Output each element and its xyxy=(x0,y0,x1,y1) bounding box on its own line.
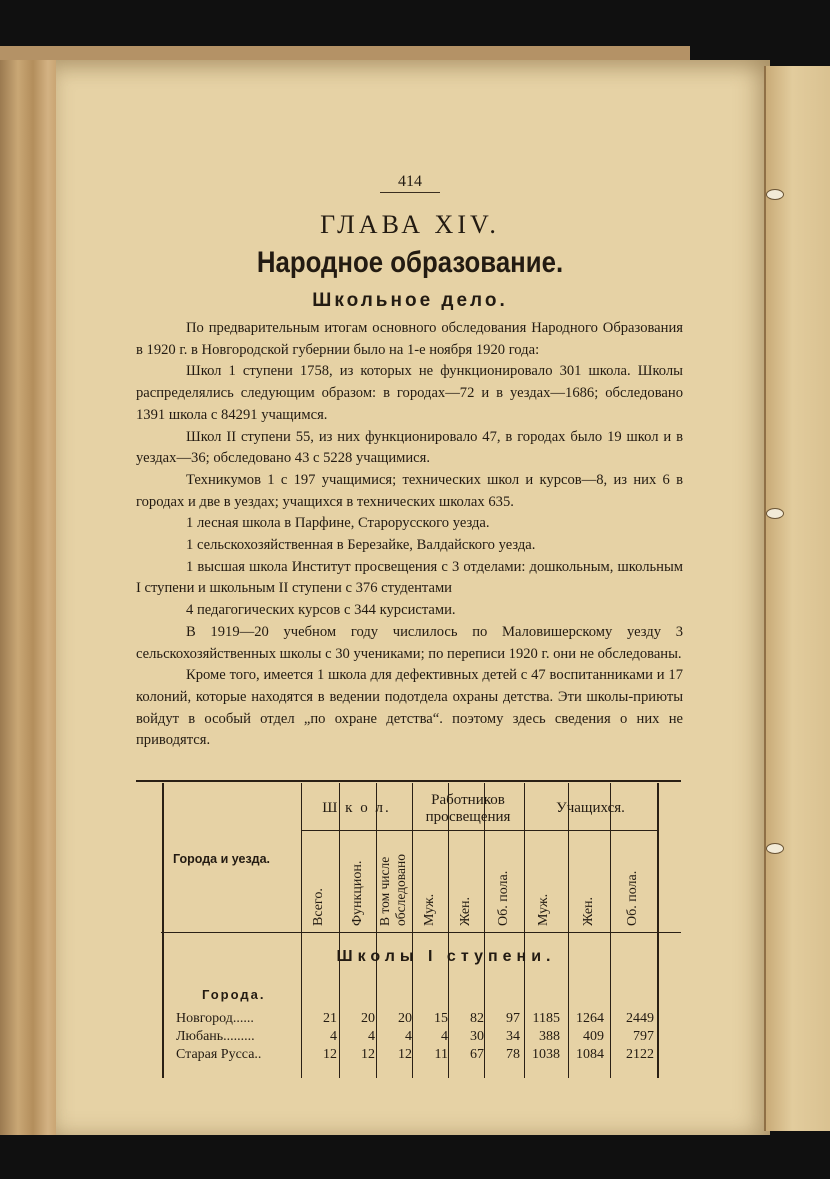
row-label: Старая Русса.. xyxy=(176,1047,262,1062)
table-cell: 12 xyxy=(323,1047,337,1062)
column-header: Муж. xyxy=(536,893,551,926)
paragraph: 1 высшая школа Институт просвещения с 3 отделами: дошкольным, школьным I ступени и школьным II ступени с 376 студентами xyxy=(136,558,683,597)
column-header: Всего. xyxy=(311,888,326,926)
column-header: Муж. xyxy=(422,893,437,926)
table-cell: 20 xyxy=(361,1011,375,1026)
facing-page-edge xyxy=(764,66,830,1131)
page-number: 414 xyxy=(380,173,440,193)
paragraph: Школ 1 ступени 1758, из которых не функционировало 301 школа. Школы распределялись следующим образом: в городах—72 и в уездах—1686; обследовано 1391 школа с 84291 учащимся. xyxy=(136,363,683,423)
statistics-table xyxy=(136,780,683,1080)
stub-header: Города и уезда. xyxy=(173,852,271,866)
row-label: Новгород...... xyxy=(176,1011,254,1026)
binding-hole xyxy=(766,843,784,854)
body-text xyxy=(136,318,683,752)
column-divider xyxy=(412,783,413,1078)
table-cell: 11 xyxy=(434,1047,448,1062)
table-cell: 21 xyxy=(323,1011,337,1026)
table-cell: 4 xyxy=(441,1029,448,1044)
binding-hole xyxy=(766,189,784,200)
header-divider xyxy=(301,830,657,831)
table-cell: 30 xyxy=(470,1029,484,1044)
column-divider xyxy=(484,783,485,1078)
table-cell: 20 xyxy=(398,1011,412,1026)
table-cell: 1185 xyxy=(532,1011,560,1026)
column-divider xyxy=(448,783,449,1078)
page-title: Народное образование. xyxy=(256,246,564,279)
table-cell: 4 xyxy=(368,1029,375,1044)
chapter-heading: ГЛАВА XIV. xyxy=(320,210,500,239)
table-cell: 2449 xyxy=(626,1011,654,1026)
table-cell: 15 xyxy=(434,1011,448,1026)
book-page-edges xyxy=(0,60,61,1135)
table-cell: 12 xyxy=(361,1047,375,1062)
column-header: В том числе обследовано xyxy=(377,854,408,926)
section-title: Школьное дело. xyxy=(312,290,508,311)
table-cell: 12 xyxy=(398,1047,412,1062)
table-cell: 797 xyxy=(633,1029,654,1044)
paragraph: Кроме того, имеется 1 школа для дефективных детей с 47 воспитанниками и 17 колоний, которые находятся в ведении подотдела охраны детства. Эти школы-приюты войдут в особый отдел „по охране детства“. поэтому здесь сведения о них не приводятся. xyxy=(136,667,683,749)
table-border xyxy=(162,783,164,1078)
workers-group-header: Работников просвещения xyxy=(425,792,511,825)
table-cell: 1084 xyxy=(576,1047,604,1062)
table-cell: 409 xyxy=(583,1029,604,1044)
table-cell: 2122 xyxy=(626,1047,654,1062)
table-cell: 1264 xyxy=(576,1011,604,1026)
table-top-rule xyxy=(136,780,681,782)
paragraph: 4 педагогических курсов с 344 курсистами. xyxy=(186,602,456,619)
schools-group-header: Ш к о л. xyxy=(322,800,391,816)
column-divider xyxy=(339,783,340,1078)
group-label: Города. xyxy=(202,987,266,1002)
column-header: Жен. xyxy=(458,896,473,926)
paragraph: 1 сельскохозяйственная в Березайке, Валдайского уезда. xyxy=(186,537,536,554)
table-cell: 97 xyxy=(506,1011,520,1026)
table-cell: 67 xyxy=(470,1047,484,1062)
students-group-header: Учащихся. xyxy=(556,800,625,816)
table-cell: 82 xyxy=(470,1011,484,1026)
table-cell: 78 xyxy=(506,1047,520,1062)
header-bottom-rule xyxy=(161,932,681,933)
table-cell: 34 xyxy=(506,1029,520,1044)
paragraph: Школ II ступени 55, из них функционировало 47, в городах было 19 школ и в уездах—36; обследовано 43 с 5228 учащимися. xyxy=(136,428,683,467)
paragraph: В 1919—20 учебном году числилось по Маловишерскому уезду 3 сельскохозяйственных школы с 30 учениками; по переписи 1920 г. они не обследованы. xyxy=(136,623,683,662)
table-cell: 4 xyxy=(330,1029,337,1044)
table-cell: 4 xyxy=(405,1029,412,1044)
table-cell: 388 xyxy=(539,1029,560,1044)
column-header: Об. пола. xyxy=(496,870,511,926)
table-section-title: Школы I ступени. xyxy=(336,948,556,965)
row-label: Любань......... xyxy=(176,1029,255,1044)
binding-hole xyxy=(766,508,784,519)
column-header: Об. пола. xyxy=(625,870,640,926)
table-border xyxy=(657,783,659,1078)
column-header: Функцион. xyxy=(350,860,365,926)
column-header: Жен. xyxy=(581,896,596,926)
paragraph: 1 лесная школа в Парфине, Старорусского уезда. xyxy=(186,515,490,532)
paragraph: Техникумов 1 с 197 учащимися; технических школ и курсов—8, из них 6 в городах и две в уездах; учащихся в технических школах 635. xyxy=(136,471,683,510)
table-cell: 1038 xyxy=(532,1047,560,1062)
paragraph: По предварительным итогам основного обследования Народного Образования в 1920 г. в Новгородской губернии было на 1-е ноября 1920 года: xyxy=(136,320,683,358)
